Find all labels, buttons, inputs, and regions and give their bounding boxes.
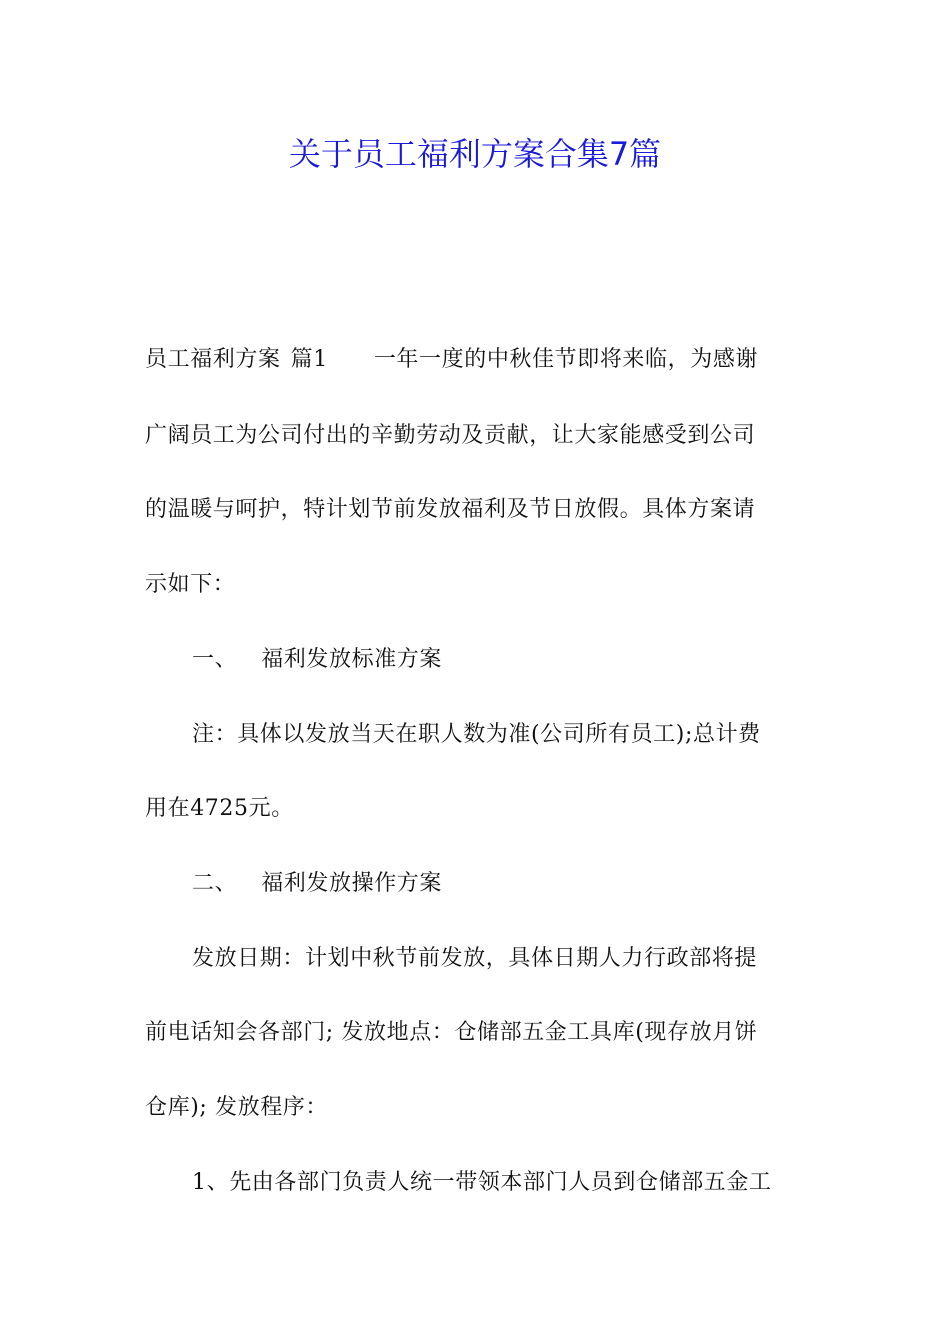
list-item: 1、先由各部门负责人统一带领本部门人员到仓储部五金工 bbox=[192, 1170, 772, 1195]
section-heading bbox=[192, 640, 810, 680]
document-title: 关于员工福利方案合集7篇 bbox=[288, 135, 662, 173]
section-heading bbox=[192, 864, 810, 904]
paragraph-line bbox=[145, 340, 810, 380]
section-number: 篇1 bbox=[290, 347, 328, 372]
section-title: 福利发放操作方案 bbox=[261, 871, 443, 896]
paragraph-line: 广阔员工为公司付出的辛勤劳动及贡献，让大家能感受到公司 bbox=[145, 423, 756, 448]
paragraph-line: 用在4725元。 bbox=[145, 796, 294, 821]
paragraph-line: 的温暖与呵护，特计划节前发放福利及节日放假。具体方案请 bbox=[145, 497, 756, 522]
paragraph-text: 一年一度的中秋佳节即将来临，为感谢 bbox=[373, 347, 759, 372]
section-title: 福利发放标准方案 bbox=[261, 647, 443, 672]
paragraph-line: 注：具体以发放当天在职人数为准(公司所有员工);总计费 bbox=[192, 722, 761, 747]
section-number: 二、 bbox=[192, 871, 238, 896]
paragraph-line: 前电话知会各部门; 发放地点：仓储部五金工具库(现存放月饼 bbox=[145, 1020, 758, 1045]
paragraph-line: 示如下： bbox=[145, 572, 236, 597]
section-number: 一、 bbox=[192, 647, 238, 672]
paragraph-line: 仓库); 发放程序： bbox=[145, 1095, 328, 1120]
paragraph-line: 发放日期：计划中秋节前发放，具体日期人力行政部将提 bbox=[192, 946, 758, 971]
section-heading: 员工福利方案 bbox=[145, 347, 281, 372]
